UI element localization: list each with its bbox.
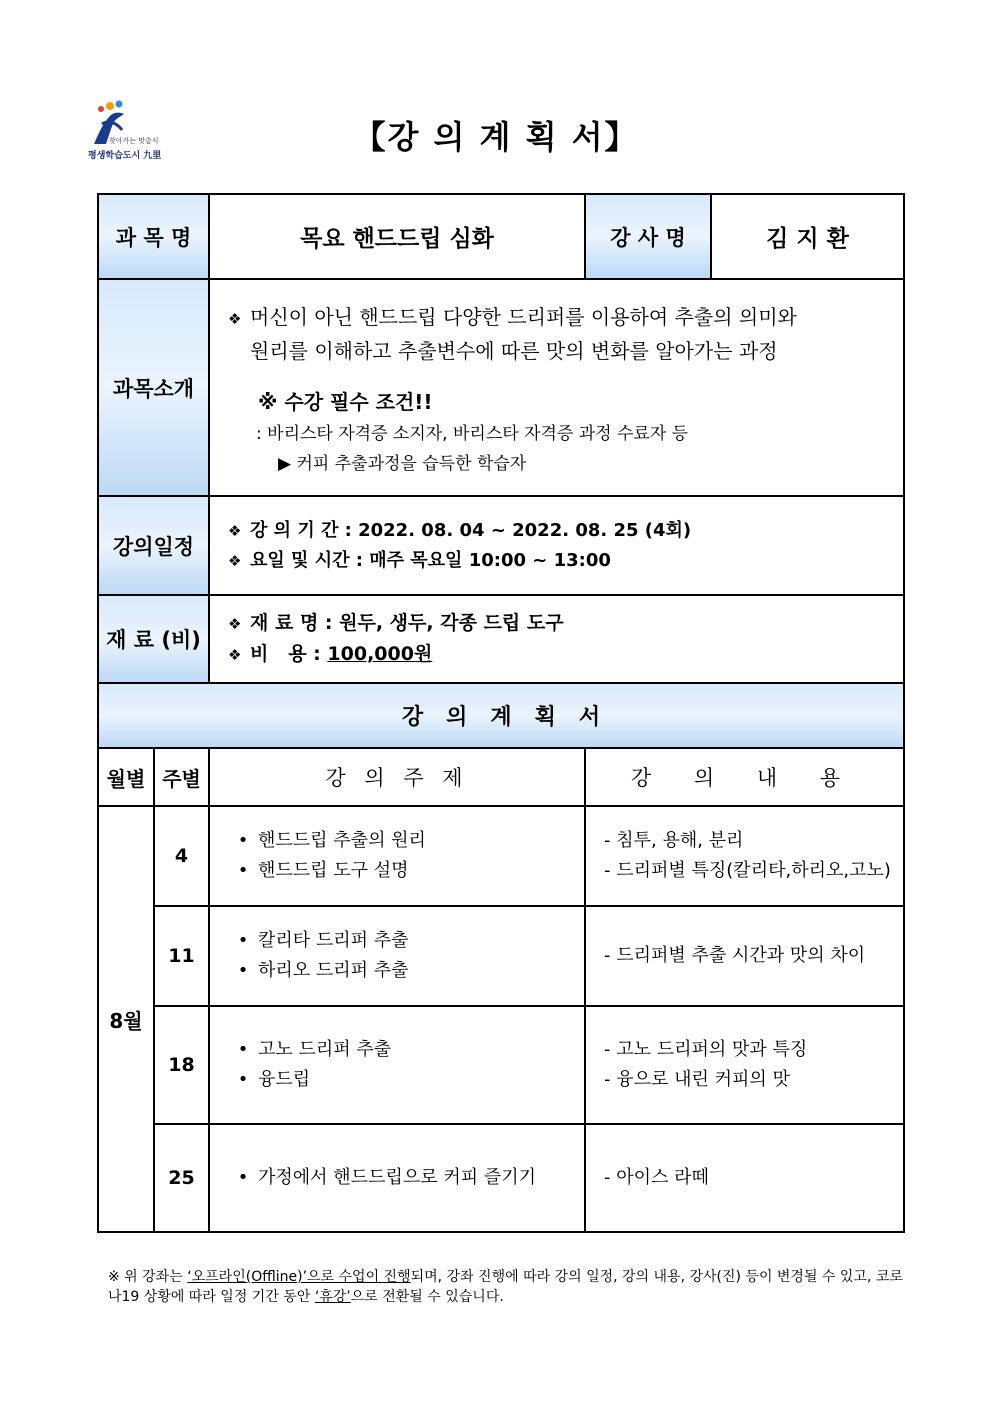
material-content bbox=[209, 595, 904, 683]
topic-item: 가정에서 핸드드립으로 커피 즐기기 bbox=[258, 1167, 536, 1188]
topic-item: 핸드드립 추출의 원리 bbox=[258, 830, 426, 851]
content-item: - 침투, 용해, 분리 bbox=[604, 830, 744, 851]
footnote-part-1: ※ 위 강좌는 bbox=[108, 1269, 188, 1285]
content-item: - 드리퍼별 추출 시간과 맛의 차이 bbox=[604, 945, 866, 966]
content-item: - 고노 드리퍼의 맛과 특징 bbox=[604, 1039, 808, 1060]
table-row bbox=[98, 806, 904, 906]
topic-cell: • 칼리타 드리퍼 추출 • 하리오 드리퍼 추출 bbox=[209, 906, 585, 1006]
schedule-period: 강 의 기 간 : 2022. 08. 04 ~ 2022. 08. 25 (4회) bbox=[250, 519, 692, 541]
footnote-part-3: 으로 전환될 수 있습니다. bbox=[350, 1289, 504, 1305]
table-row bbox=[98, 906, 904, 1006]
topic-cell: • 핸드드립 추출의 원리 • 핸드드립 도구 설명 bbox=[209, 806, 585, 906]
topic-item: 고노 드리퍼 추출 bbox=[258, 1039, 392, 1060]
week-cell: 11 bbox=[154, 906, 209, 1006]
material-cost-label: 비 용 : bbox=[250, 643, 328, 665]
topic-cell: • 고노 드리퍼 추출 • 융드립 bbox=[209, 1006, 585, 1124]
course-name: 목요 핸드드립 심화 bbox=[209, 194, 585, 279]
footnote-part-2: 되며, 강좌 진행에 따라 강의 일정, 강의 내용, 강사(진) 등이 변경될 수 있고, 코로나19 상황에 따라 일정 기간 동안 bbox=[108, 1269, 903, 1305]
content-cell bbox=[585, 1124, 904, 1232]
course-name-label: 과 목 명 bbox=[98, 194, 209, 279]
diamond-bullet-icon: ❖ bbox=[228, 646, 242, 664]
content-cell bbox=[585, 1006, 904, 1124]
logo-name: 평생학습도시 九里 bbox=[88, 151, 162, 161]
month-cell: 8월 bbox=[98, 806, 154, 1232]
teacher-label: 강 사 명 bbox=[585, 194, 711, 279]
col-content-header: 강 의 내 용 bbox=[585, 748, 904, 806]
footnote-offline: ‘오프라인(Offline)’으로 수업이 진행 bbox=[187, 1269, 411, 1285]
schedule-label: 강의일정 bbox=[98, 496, 209, 595]
table-row bbox=[98, 1006, 904, 1124]
diamond-bullet-icon: ❖ bbox=[228, 615, 242, 633]
requirement-line-1: : 바리스타 자격증 소지자, 바리스타 자격증 과정 수료자 등 bbox=[256, 423, 689, 444]
material-cost: 100,000원 bbox=[327, 643, 433, 665]
material-items: 원두, 생두, 각종 드립 도구 bbox=[339, 612, 564, 634]
logo-tagline: 찾아가는 맞춤식 bbox=[109, 137, 159, 145]
intro-line-2: 원리를 이해하고 추출변수에 따른 맛의 변화를 알아가는 과정 bbox=[250, 338, 778, 363]
week-cell: 18 bbox=[154, 1006, 209, 1124]
teacher-name: 김 지 환 bbox=[711, 194, 904, 279]
schedule-time: 요일 및 시간 : 매주 목요일 10:00 ~ 13:00 bbox=[250, 549, 611, 571]
table-row bbox=[98, 1124, 904, 1232]
topic-item: 하리오 드리퍼 추출 bbox=[258, 960, 409, 981]
topic-item: 융드립 bbox=[258, 1069, 311, 1090]
col-week-header: 주별 bbox=[154, 748, 209, 806]
diamond-bullet-icon: ❖ bbox=[228, 309, 242, 328]
footnote bbox=[108, 1267, 908, 1307]
intro-label: 과목소개 bbox=[98, 279, 209, 496]
lecture-plan-table bbox=[97, 193, 905, 1233]
footnote-rest: ‘휴강’ bbox=[314, 1289, 351, 1305]
schedule-content bbox=[209, 496, 904, 595]
col-month-header: 월별 bbox=[98, 748, 154, 806]
intro-content bbox=[209, 279, 904, 496]
requirement-title: ※ 수강 필수 조건!! bbox=[258, 389, 433, 414]
diamond-bullet-icon: ❖ bbox=[228, 551, 242, 570]
page-title: 【강 의 계 획 서】 bbox=[353, 118, 639, 156]
week-cell: 4 bbox=[154, 806, 209, 906]
content-cell bbox=[585, 806, 904, 906]
plan-title: 강 의 계 획 서 bbox=[98, 683, 904, 748]
content-item: - 아이스 라떼 bbox=[604, 1167, 709, 1188]
requirement-line-2: ▶ 커피 추출과정을 습득한 학습자 bbox=[278, 453, 527, 474]
material-label: 재 료 (비) bbox=[98, 595, 209, 683]
week-cell: 25 bbox=[154, 1124, 209, 1232]
intro-line-1: 머신이 아닌 핸드드립 다양한 드리퍼를 이용하여 추출의 의미와 bbox=[250, 304, 797, 329]
material-items-label: 재 료 명 : bbox=[250, 612, 340, 634]
topic-item: 핸드드립 도구 설명 bbox=[258, 860, 409, 881]
col-topic-header: 강 의 주 제 bbox=[209, 748, 585, 806]
diamond-bullet-icon: ❖ bbox=[228, 521, 242, 540]
topic-cell: • 가정에서 핸드드립으로 커피 즐기기 bbox=[209, 1124, 585, 1232]
content-item: - 융으로 내린 커피의 맛 bbox=[604, 1069, 790, 1090]
content-item: - 드리퍼별 특징(칼리타,하리오,고노) bbox=[604, 860, 891, 881]
topic-item: 칼리타 드리퍼 추출 bbox=[258, 930, 409, 951]
content-cell bbox=[585, 906, 904, 1006]
